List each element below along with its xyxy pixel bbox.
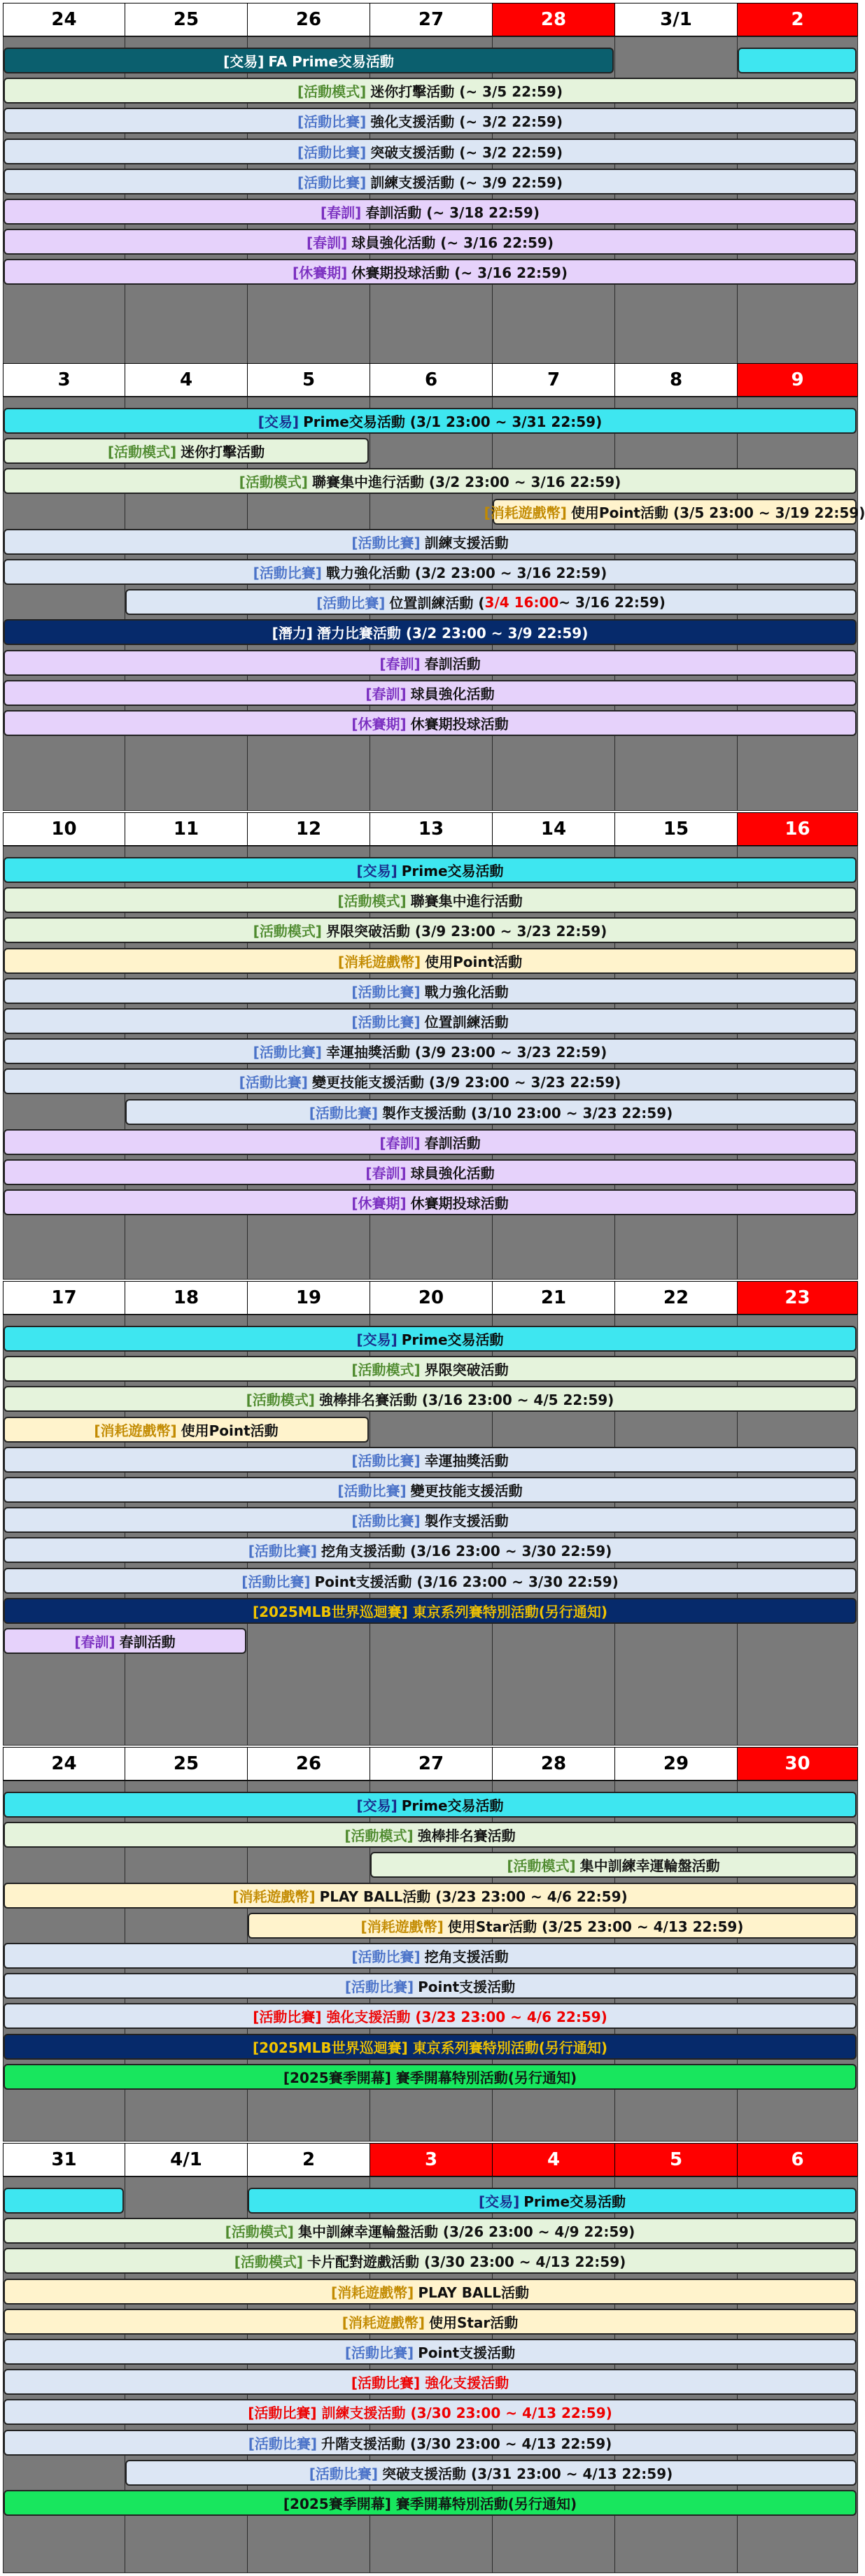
event-bar[interactable] [3, 1326, 857, 1352]
week-block [0, 812, 859, 1280]
event-bar[interactable] [3, 229, 857, 255]
event-title: Prime交易活動 [401, 1331, 504, 1348]
event-tag: [休賽期] [351, 716, 407, 733]
event-title: PLAY BALL活動 [418, 2284, 529, 2301]
event-tag: [活動模式] [507, 1857, 576, 1875]
day-header-cell: 12 [247, 812, 370, 846]
event-tag: [消耗遊戲幣] [331, 2284, 414, 2301]
event-bar[interactable] [3, 1822, 857, 1848]
event-tag: [活動比賽] [241, 1573, 311, 1590]
event-title: Point支援活動 [418, 1979, 516, 1996]
week-block [0, 363, 865, 811]
event-bar[interactable] [3, 259, 857, 285]
event-title: 強棒排名賽活動 [417, 1827, 516, 1845]
event-title: 集中訓練幸運輪盤活動 (3/26 23:00 ~ 4/9 22:59) [297, 2223, 635, 2241]
day-header-cell: 3 [370, 2143, 493, 2177]
event-title: 休賽期投球活動 [410, 716, 509, 733]
event-tag: [消耗遊戲幣] [484, 504, 567, 521]
event-tag: [活動模式] [253, 923, 322, 940]
event-tag: [活動比賽] [344, 1979, 414, 1996]
event-bar[interactable] [3, 1628, 246, 1654]
event-bar[interactable] [3, 2034, 857, 2060]
event-bar[interactable] [3, 2248, 857, 2274]
event-tag: [活動模式] [239, 474, 308, 491]
day-header-cell: 29 [614, 1747, 738, 1781]
event-bar[interactable] [3, 680, 857, 706]
event-title: 聯賽集中進行活動 (3/2 23:00 ~ 3/16 22:59) [311, 474, 621, 491]
event-title: 製作支援活動 (3/10 23:00 ~ 3/23 22:59) [381, 1104, 673, 1121]
event-title: 迷你打擊活動 [181, 444, 265, 461]
day-header-cell: 13 [370, 812, 493, 846]
event-tag: [活動比賽] [351, 1948, 421, 1965]
event-tag: [春訓] [321, 204, 362, 221]
event-title: 戰力強化活動 (3/2 23:00 ~ 3/16 22:59) [325, 565, 607, 581]
day-header-cell: 25 [125, 3, 248, 36]
event-tag: [消耗遊戲幣] [360, 1918, 444, 1935]
event-bar[interactable] [3, 1568, 857, 1594]
event-title: [2025MLB世界巡迴賽] 東京系列賽特別活動(另行通知) [252, 1603, 608, 1620]
event-bar[interactable] [3, 917, 857, 943]
event-tag: [活動模式] [246, 1392, 315, 1409]
event-bar[interactable] [3, 857, 857, 883]
event-title: 卡片配對遊戲活動 (3/30 23:00 ~ 4/13 22:59) [307, 2253, 626, 2271]
event-title: 界限突破活動 (3/9 23:00 ~ 3/23 22:59) [325, 923, 607, 940]
event-tag: [交易] [356, 863, 398, 879]
day-header-cell: 21 [492, 1281, 615, 1315]
event-bar[interactable] [3, 438, 369, 464]
day-header-cell: 5 [247, 363, 370, 397]
event-title: 聯賽集中進行活動 [410, 893, 523, 910]
event-tag: [活動模式] [351, 1361, 421, 1379]
day-header-cell: 28 [492, 1747, 615, 1781]
event-title: 休賽期投球活動 (~ 3/16 22:59) [351, 264, 568, 282]
event-title: 變更技能支援活動 (3/9 23:00 ~ 3/23 22:59) [311, 1074, 621, 1091]
day-header-cell: 27 [370, 3, 493, 36]
event-tag: [活動比賽] [297, 174, 367, 191]
event-title: 戰力強化活動 [424, 983, 509, 1000]
event-tag: [活動模式] [234, 2253, 303, 2271]
event-title: 使用Point活動 [181, 1422, 279, 1439]
event-tag: [活動模式] [337, 893, 407, 910]
event-tag: [消耗遊戲幣] [337, 953, 421, 970]
event-bar[interactable] [3, 1356, 857, 1382]
day-header-cell: 7 [492, 363, 615, 397]
event-bar[interactable] [3, 408, 857, 434]
event-title: FA Prime交易活動 [268, 53, 394, 70]
event-bar[interactable] [3, 978, 857, 1004]
event-tag: [交易] [478, 2193, 520, 2210]
event-title: 強棒排名賽活動 (3/16 23:00 ~ 4/5 22:59) [318, 1392, 614, 1409]
event-title: 潛力比賽活動 (3/2 23:00 ~ 3/9 22:59) [316, 625, 589, 642]
event-tag: [消耗遊戲幣] [94, 1422, 177, 1439]
event-tag: [交易] [223, 53, 265, 70]
day-header-cell: 9 [737, 363, 858, 397]
event-title: 挖角支援活動 (3/16 23:00 ~ 3/30 22:59) [321, 1543, 612, 1560]
event-bar[interactable] [3, 2188, 124, 2214]
event-bar[interactable] [3, 619, 857, 645]
event-title: Prime交易活動 (3/1 23:00 ~ 3/31 22:59) [303, 413, 603, 430]
event-title: 幸運抽獎活動 (3/9 23:00 ~ 3/23 22:59) [325, 1044, 607, 1061]
week-header [0, 812, 859, 846]
event-title: 位置訓練活動 ( [389, 595, 485, 612]
event-bar[interactable] [3, 559, 857, 585]
event-title: Point支援活動 (3/16 23:00 ~ 3/30 22:59) [314, 1573, 619, 1590]
event-tag: [活動比賽] [297, 143, 367, 161]
event-bar[interactable] [3, 1943, 857, 1969]
event-bar[interactable] [3, 1447, 857, 1473]
event-bar[interactable] [3, 1792, 857, 1818]
day-header-cell: 16 [737, 812, 858, 846]
event-bar[interactable] [3, 2064, 857, 2090]
event-tag: [潛力] [272, 625, 313, 642]
event-title: PLAY BALL活動 (3/23 23:00 ~ 4/6 22:59) [319, 1888, 628, 1905]
event-bar[interactable] [3, 2339, 857, 2365]
event-tag: [活動比賽] [297, 113, 367, 131]
event-bar[interactable] [3, 78, 857, 104]
event-tag: [消耗遊戲幣] [232, 1888, 316, 1905]
event-title: 使用Star活動 (3/25 23:00 ~ 4/13 22:59) [447, 1918, 744, 1935]
event-title: 強化支援活動 (~ 3/2 22:59) [370, 113, 563, 131]
day-header-cell: 30 [737, 1747, 858, 1781]
event-bar[interactable] [125, 1099, 857, 1125]
day-header-cell: 28 [492, 3, 615, 36]
event-bar[interactable] [125, 2460, 857, 2486]
event-tag: [活動比賽] [248, 1543, 317, 1560]
event-bar[interactable] [3, 1537, 857, 1563]
event-tag: [活動比賽] [239, 1074, 308, 1091]
event-tag: [消耗遊戲幣] [342, 2314, 425, 2331]
event-title: 球員強化活動 (~ 3/16 22:59) [351, 234, 554, 252]
event-title: 幸運抽獎活動 [424, 1452, 509, 1469]
event-tag: [休賽期] [293, 264, 348, 282]
day-header-cell: 22 [614, 1281, 738, 1315]
event-bar[interactable] [3, 468, 857, 494]
day-header-cell: 2 [737, 3, 858, 36]
event-bar[interactable] [248, 1913, 857, 1939]
event-title: 使用Star活動 [428, 2314, 519, 2331]
event-tag: [春訓] [379, 1134, 421, 1152]
event-title: [2025賽季開幕] 賽季開幕特別活動(另行通知) [283, 2069, 577, 2086]
event-title: 球員強化活動 [410, 1165, 495, 1182]
event-bar[interactable] [370, 1852, 857, 1878]
event-bar[interactable] [125, 589, 857, 615]
day-header-cell: 8 [614, 363, 738, 397]
event-bar[interactable] [3, 1068, 857, 1094]
event-tag: [活動比賽] [309, 1104, 378, 1121]
event-bar[interactable] [3, 2399, 857, 2425]
event-bar[interactable] [3, 1417, 369, 1443]
day-header-cell: 27 [370, 1747, 493, 1781]
day-header-cell: 4 [492, 2143, 615, 2177]
event-title: 突破支援活動 (~ 3/2 22:59) [370, 143, 563, 161]
event-title: Prime交易活動 [401, 863, 504, 879]
event-tag: [休賽期] [351, 1195, 407, 1212]
week-header [0, 363, 859, 397]
day-header-cell: 26 [247, 3, 370, 36]
event-tag: [活動比賽] [253, 565, 322, 581]
event-tag: [活動模式] [344, 1827, 414, 1845]
event-bar[interactable] [3, 2309, 857, 2335]
event-title: [活動比賽] 強化支援活動 (3/23 23:00 ~ 4/6 22:59) [253, 2009, 607, 2026]
event-title: Point支援活動 [418, 2344, 516, 2361]
event-title-rest: ~ 3/16 22:59) [558, 593, 666, 611]
event-title: [活動比賽] 訓練支援活動 (3/30 23:00 ~ 4/13 22:59) [248, 2405, 612, 2422]
event-bar[interactable] [3, 1883, 857, 1909]
event-title: 變更技能支援活動 [410, 1482, 523, 1499]
event-bar[interactable] [3, 108, 857, 134]
event-bar[interactable] [3, 2003, 857, 2029]
event-title: 挖角支援活動 [424, 1948, 509, 1965]
event-title: 休賽期投球活動 [410, 1195, 509, 1212]
event-title: 升階支援活動 (3/30 23:00 ~ 4/13 22:59) [321, 2435, 612, 2452]
week-block [0, 1747, 859, 2142]
event-bar[interactable] [3, 2369, 857, 2395]
event-bar[interactable] [3, 1038, 857, 1064]
day-header-cell: 23 [737, 1281, 858, 1315]
event-bar[interactable] [3, 1189, 857, 1215]
event-bar[interactable] [3, 1973, 857, 1999]
day-header-cell: 6 [370, 363, 493, 397]
event-bar[interactable] [248, 2188, 857, 2214]
event-bar[interactable] [3, 529, 857, 555]
event-bar[interactable] [3, 1598, 857, 1624]
event-bar[interactable] [3, 2490, 857, 2516]
event-title: 春訓活動 [424, 1134, 481, 1152]
event-title: [活動比賽] 強化支援活動 [351, 2375, 509, 2392]
event-title: 春訓活動 [119, 1634, 176, 1650]
event-bar[interactable] [3, 2218, 857, 2244]
event-bar[interactable] [3, 1129, 857, 1155]
event-title: [2025賽季開幕] 賽季開幕特別活動(另行通知) [283, 2496, 577, 2512]
event-title: Prime交易活動 [401, 1797, 504, 1814]
event-tag: [活動比賽] [344, 2344, 414, 2361]
day-header-cell: 19 [247, 1281, 370, 1315]
event-bar[interactable] [3, 2430, 857, 2456]
event-tag: [春訓] [365, 1165, 407, 1182]
day-header-cell: 31 [3, 2143, 125, 2177]
event-tag: [交易] [356, 1797, 398, 1814]
day-header-cell: 20 [370, 1281, 493, 1315]
event-tag: [春訓] [74, 1634, 115, 1650]
day-header-cell: 17 [3, 1281, 125, 1315]
day-header-cell: 24 [3, 3, 125, 36]
event-title: Prime交易活動 [523, 2193, 626, 2210]
week-header [0, 1281, 859, 1315]
day-header-cell: 10 [3, 812, 125, 846]
week-header [0, 3, 859, 36]
day-header-cell: 3/1 [614, 3, 738, 36]
event-bar[interactable] [3, 1386, 857, 1412]
day-header-cell: 11 [125, 812, 248, 846]
day-header-cell: 4/1 [125, 2143, 248, 2177]
event-title: 使用Point活動 (3/5 23:00 ~ 3/19 22:59) [570, 504, 865, 521]
event-title: 製作支援活動 [424, 1513, 509, 1530]
event-tag: [活動比賽] [351, 1452, 421, 1469]
event-tag: [活動模式] [225, 2223, 294, 2241]
event-bar[interactable] [3, 710, 857, 736]
event-tag: [活動比賽] [253, 1044, 322, 1061]
week-header [0, 2143, 859, 2177]
event-highlight-time: 3/4 16:00 [484, 593, 559, 611]
event-title: 球員強化活動 [410, 685, 495, 702]
event-bar[interactable] [3, 650, 857, 676]
event-tag: [春訓] [307, 234, 348, 252]
day-header-cell: 15 [614, 812, 738, 846]
week-block [0, 1281, 859, 1746]
event-title: 位置訓練活動 [424, 1014, 509, 1031]
event-tag: [活動比賽] [351, 1014, 421, 1031]
event-title: 訓練支援活動 [424, 534, 509, 551]
event-bar[interactable] [484, 499, 865, 525]
event-tag: [活動比賽] [351, 534, 421, 551]
event-tag: [活動比賽] [309, 2465, 378, 2482]
event-title: 迷你打擊活動 (~ 3/5 22:59) [370, 83, 563, 101]
event-title: 突破支援活動 (3/31 23:00 ~ 4/13 22:59) [381, 2465, 673, 2482]
day-header-cell: 24 [3, 1747, 125, 1781]
event-tag: [春訓] [365, 685, 407, 702]
event-bar[interactable] [3, 1008, 857, 1034]
event-bar[interactable] [3, 199, 857, 225]
event-bar[interactable] [3, 48, 614, 73]
day-header-cell: 25 [125, 1747, 248, 1781]
week-block [0, 3, 859, 365]
event-title: 春訓活動 (~ 3/18 22:59) [365, 204, 540, 221]
event-bar[interactable] [3, 1159, 857, 1185]
event-bar[interactable] [3, 948, 857, 974]
day-header-cell: 18 [125, 1281, 248, 1315]
event-title: 春訓活動 [424, 655, 481, 672]
day-header-cell: 5 [614, 2143, 738, 2177]
event-title: [2025MLB世界巡迴賽] 東京系列賽特別活動(另行通知) [252, 2039, 608, 2056]
event-tag: [交易] [356, 1331, 398, 1348]
event-bar[interactable] [738, 48, 857, 73]
event-tag: [活動模式] [107, 444, 177, 461]
day-header-cell: 6 [737, 2143, 858, 2177]
event-tag: [活動模式] [297, 83, 367, 101]
event-bar[interactable] [3, 139, 857, 164]
event-title: 使用Point活動 [425, 953, 523, 970]
event-title: 界限突破活動 [424, 1361, 509, 1379]
event-tag: [交易] [258, 413, 300, 430]
week-block [0, 2143, 859, 2573]
event-title: 訓練支援活動 (~ 3/9 22:59) [370, 174, 563, 191]
event-bar[interactable] [3, 887, 857, 913]
event-tag: [活動比賽] [316, 595, 386, 612]
week-header [0, 1747, 859, 1781]
day-header-cell: 14 [492, 812, 615, 846]
event-bar[interactable] [3, 169, 857, 194]
event-bar[interactable] [3, 1477, 857, 1503]
event-tag: [活動比賽] [351, 1513, 421, 1530]
event-tag: [活動比賽] [337, 1482, 407, 1499]
day-header-cell: 4 [125, 363, 248, 397]
event-tag: [活動比賽] [351, 983, 421, 1000]
day-header-cell: 2 [247, 2143, 370, 2177]
event-title: 集中訓練幸運輪盤活動 [579, 1857, 720, 1875]
event-bar[interactable] [3, 1507, 857, 1533]
event-bar[interactable] [3, 2279, 857, 2305]
event-tag: [春訓] [379, 655, 421, 672]
event-tag: [活動比賽] [248, 2435, 317, 2452]
day-header-cell: 26 [247, 1747, 370, 1781]
day-header-cell: 3 [3, 363, 125, 397]
